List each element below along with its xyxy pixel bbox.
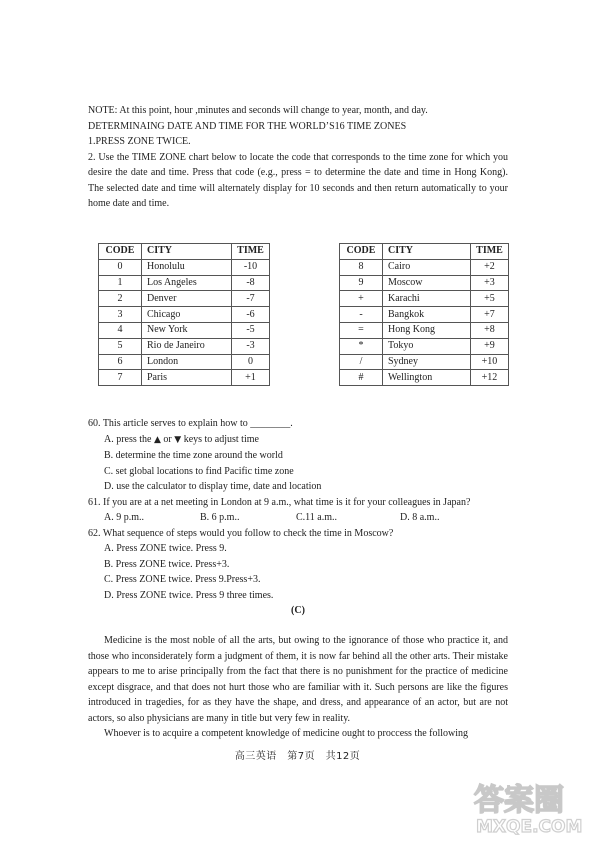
header-city: CITY <box>142 244 232 260</box>
city-cell: Tokyo <box>383 338 471 354</box>
table-row <box>99 307 270 323</box>
option-62-a: A. Press ZONE twice. Press 9. <box>104 543 227 554</box>
header-city: CITY <box>383 244 471 260</box>
table-row <box>340 338 509 354</box>
time-cell: +8 <box>471 322 509 338</box>
option-62-b: B. Press ZONE twice. Press+3. <box>104 558 230 570</box>
option-60-a <box>104 432 508 449</box>
code-cell: + <box>340 291 383 307</box>
passage-c <box>88 633 508 742</box>
table-row <box>99 338 270 354</box>
table-row <box>99 370 270 386</box>
table-row <box>99 354 270 370</box>
time-zone-tables <box>98 243 510 393</box>
table-row <box>99 259 270 275</box>
timezones-heading: DETERMINAING DATE AND TIME FOR THE WORLD’S16 TIME ZONES <box>88 120 407 132</box>
city-cell: Wellington <box>383 370 471 386</box>
option-60-b: B. determine the time zone around the world <box>104 450 283 461</box>
table-row <box>340 291 509 307</box>
code-cell: 2 <box>99 291 142 307</box>
watermark-text-en: MXQE.COM <box>476 817 583 837</box>
watermark-icon <box>468 770 588 838</box>
option-61-a: A. 9 p.m.. <box>104 512 144 523</box>
passage-paragraph-1: Medicine is the most noble of all the arts, but owing to the ignorance of those who practice it, and those who inconsiderately form a judgment of them, it is now far behind all the other arts. Their mistake appears to me to arise principally from the fact that there is no punishment for the practice of medicine except disgrace, and that does not hurt those who are familiar with it. Such persons are like the figures introduced in tragedies, for as they have the shape, and dress, and appearance of an actor, but are not actors, so also physicians are many in title but very few in reality. <box>88 635 508 724</box>
time-zone-table-right <box>339 243 509 386</box>
city-cell: Bangkok <box>383 307 471 323</box>
code-cell: - <box>340 307 383 323</box>
table-row <box>340 370 509 386</box>
header-time: TIME <box>232 244 270 260</box>
table-row <box>99 291 270 307</box>
time-cell: +7 <box>471 307 509 323</box>
time-cell: +1 <box>232 370 270 386</box>
passage-paragraph-2: Whoever is to acquire a competent knowledge of medicine ought to proccess the following <box>104 728 469 739</box>
city-cell: London <box>142 354 232 370</box>
question-62: 62. What sequence of steps would you follow to check the time in Moscow? <box>88 527 394 539</box>
time-cell: +5 <box>471 291 509 307</box>
city-cell: Chicago <box>142 307 232 323</box>
table-row <box>340 275 509 291</box>
time-cell: +12 <box>471 370 509 386</box>
time-cell: -8 <box>232 275 270 291</box>
page-footer: 高三英语 第7页 共12页 <box>234 751 361 762</box>
city-cell: Rio de Janeiro <box>142 338 232 354</box>
code-cell: 0 <box>99 259 142 275</box>
up-triangle-icon: ▲ <box>154 434 161 445</box>
option-text: A. press the <box>104 433 154 445</box>
city-cell: Honolulu <box>142 259 232 275</box>
time-cell: -7 <box>232 291 270 307</box>
city-cell: Moscow <box>383 275 471 291</box>
time-cell: +3 <box>471 275 509 291</box>
city-cell: Paris <box>142 370 232 386</box>
question-61: 61. If you are at a net meeting in London at 9 a.m., what time is it for your colleagues in Japan? <box>88 496 471 508</box>
step-2: 2. Use the TIME ZONE chart below to locate the code that corresponds to the time zone for which you desire the date and time. Press that code (e.g., press = to determine the date and time in Hong Kong). The selected date and time will alternately display for 10 seconds and then return automatically to your home date and time. <box>88 151 508 209</box>
code-cell: 5 <box>99 338 142 354</box>
time-cell: -6 <box>232 307 270 323</box>
code-cell: 8 <box>340 259 383 275</box>
intro-section <box>88 103 508 212</box>
options-61 <box>104 510 508 526</box>
option-60-c: C. set global locations to find Pacific time zone <box>104 465 294 477</box>
table-row <box>99 275 270 291</box>
table-row <box>340 354 509 370</box>
city-cell: Hong Kong <box>383 322 471 338</box>
table-row <box>340 322 509 338</box>
code-cell: # <box>340 370 383 386</box>
option-61-c: C.11 a.m.. <box>296 512 338 523</box>
code-cell: 9 <box>340 275 383 291</box>
time-cell: -5 <box>232 322 270 338</box>
option-text: keys to adjust time <box>181 433 259 445</box>
option-62-d: D. Press ZONE twice. Press 9 three times. <box>104 589 274 601</box>
header-time: TIME <box>471 244 509 260</box>
table-header-row <box>99 244 270 260</box>
table-row <box>340 259 509 275</box>
time-cell: +2 <box>471 259 509 275</box>
question-60: 60. This article serves to explain how to ________. <box>88 418 293 429</box>
city-cell: Denver <box>142 291 232 307</box>
time-cell: -10 <box>232 259 270 275</box>
code-cell: = <box>340 322 383 338</box>
header-code: CODE <box>99 244 142 260</box>
code-cell: 6 <box>99 354 142 370</box>
code-cell: 7 <box>99 370 142 386</box>
city-cell: Sydney <box>383 354 471 370</box>
time-zone-table-left <box>98 243 270 386</box>
city-cell: Los Angeles <box>142 275 232 291</box>
code-cell: 3 <box>99 307 142 323</box>
time-cell: 0 <box>232 354 270 370</box>
option-62-c: C. Press ZONE twice. Press 9.Press+3. <box>104 574 261 585</box>
header-code: CODE <box>340 244 383 260</box>
table-header-row <box>340 244 509 260</box>
option-60-d: D. use the calculator to display time, date and location <box>104 481 322 492</box>
option-61-d: D. 8 a.m.. <box>400 512 440 523</box>
code-cell: 4 <box>99 322 142 338</box>
note-text: NOTE: At this point, hour ,minutes and seconds will change to year, month, and day. <box>88 105 428 116</box>
table-row <box>99 322 270 338</box>
table-row <box>340 307 509 323</box>
code-cell: / <box>340 354 383 370</box>
city-cell: Cairo <box>383 259 471 275</box>
watermark-text-cn: 答案圈 <box>474 783 564 818</box>
city-cell: New York <box>142 322 232 338</box>
watermark-logo <box>468 770 588 838</box>
city-cell: Karachi <box>383 291 471 307</box>
option-text: or <box>160 433 175 445</box>
section-c-title: (C) <box>291 605 305 616</box>
down-triangle-icon: ▼ <box>174 434 182 445</box>
code-cell: 1 <box>99 275 142 291</box>
time-cell: -3 <box>232 338 270 354</box>
step-1: 1.PRESS ZONE TWICE. <box>88 136 191 147</box>
questions-section <box>88 416 508 619</box>
option-61-b: B. 6 p.m.. <box>200 512 240 523</box>
code-cell: * <box>340 338 383 354</box>
time-cell: +9 <box>471 338 509 354</box>
time-cell: +10 <box>471 354 509 370</box>
